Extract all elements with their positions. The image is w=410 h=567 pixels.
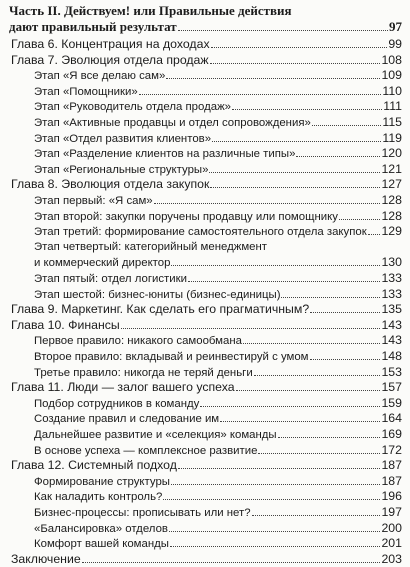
page-number: 99 <box>388 37 402 51</box>
section-title: Второе правило: вкладывай и реинвестируй с умом <box>34 351 309 363</box>
section-title: Этап «Я все делаю сам» <box>34 70 166 83</box>
section-title: Первое правило: никакого самообмана <box>34 335 242 348</box>
page-number: 111 <box>383 99 402 114</box>
page-number: 159 <box>381 395 402 410</box>
page-number: 196 <box>381 489 402 504</box>
section-entry <box>34 504 402 520</box>
dot-leader <box>232 109 382 110</box>
section-title: Этап «Отдел развития клиентов» <box>34 132 212 145</box>
part-page-number: 97 <box>389 19 402 34</box>
chapter-entry <box>11 301 402 317</box>
section-entry <box>34 395 402 411</box>
section-entry <box>34 364 402 380</box>
dot-leader <box>170 546 380 547</box>
chapter-entry <box>11 317 402 333</box>
section-title: Как наладить контроль? <box>34 491 163 504</box>
section-entry <box>34 488 402 504</box>
section-title: Этап «Руководитель отдела продаж» <box>34 101 232 114</box>
section-title: Этап «Помощники» <box>34 85 138 98</box>
dot-leader <box>163 499 380 500</box>
page-number: 143 <box>381 317 402 332</box>
dot-leader <box>171 265 380 266</box>
section-title: Создание правил и следование им <box>34 413 220 426</box>
chapter-title: Глава 11. Люди — залог вашего успеха <box>11 380 235 395</box>
section-entry <box>34 208 402 224</box>
page-number: 119 <box>382 130 402 145</box>
page-number: 143 <box>381 333 402 348</box>
page-number: 135 <box>381 302 402 317</box>
page-number: 201 <box>381 536 402 551</box>
section-entry <box>34 83 402 99</box>
section-entry <box>34 67 402 83</box>
section-entry <box>34 426 402 442</box>
chapter-entry <box>11 379 402 395</box>
section-title: Третье правило: никогда не теряй деньги <box>34 366 253 379</box>
section-title: Комфорт вашей команды <box>34 538 169 551</box>
page-number: 133 <box>381 286 402 301</box>
chapter-entry <box>11 36 402 52</box>
dot-leader <box>178 30 388 31</box>
dot-leader <box>188 281 381 282</box>
part-title-line2: дают правильный результат <box>9 19 177 34</box>
chapter-title: Глава 7. Эволюция отдела продаж <box>11 52 209 67</box>
page-number: 129 <box>381 224 402 239</box>
dot-leader <box>210 187 380 188</box>
chapter-title: Заключение <box>11 551 81 566</box>
dot-leader <box>254 375 381 376</box>
section-entry <box>34 520 402 536</box>
dot-leader <box>258 453 380 454</box>
chapter-title: Глава 8. Эволюция отдела закупок <box>11 177 210 192</box>
dot-leader <box>310 359 381 360</box>
page-number: 148 <box>381 349 402 363</box>
page-number: 157 <box>381 380 402 395</box>
chapter-title: Глава 12. Системный подход <box>11 458 177 473</box>
section-title: Этап второй: закупки поручены продавцу или помощнику <box>34 210 338 223</box>
section-entry <box>34 473 402 489</box>
dot-leader <box>178 468 381 469</box>
dot-leader <box>139 94 382 95</box>
dot-leader <box>209 172 380 173</box>
dot-leader <box>281 297 380 298</box>
page-number: 164 <box>381 411 402 426</box>
section-entry <box>34 114 402 130</box>
page-number: 169 <box>381 427 402 441</box>
part-title-line1: Часть II. Действуем! или Правильные действия <box>9 3 292 18</box>
dot-leader <box>310 312 380 313</box>
dot-leader <box>368 234 381 235</box>
section-entry <box>34 223 402 239</box>
dot-leader <box>210 63 381 64</box>
page-number: 127 <box>381 177 402 192</box>
dot-leader <box>154 203 381 204</box>
chapter-entry <box>11 176 402 192</box>
dot-leader <box>252 515 381 516</box>
section-title: Дальнейшее развитие и «селекция» команды <box>34 429 277 441</box>
page-number: 121 <box>381 161 402 176</box>
section-title: Этап «Региональные структуры» <box>34 163 209 176</box>
page-number: 197 <box>381 505 402 519</box>
page-number: 120 <box>381 146 402 161</box>
chapter-title: Глава 10. Финансы <box>11 317 120 332</box>
section-entry <box>34 286 402 302</box>
section-title: Этап четвертый: категорийный менеджмент <box>34 240 268 253</box>
section-title: Этап первый: «Я сам» <box>34 195 153 207</box>
section-entry <box>34 270 402 286</box>
page-number: 172 <box>381 442 402 457</box>
section-title: Подбор сотрудников в команду <box>34 397 200 410</box>
section-entry <box>34 130 402 146</box>
section-title: «Балансировка» отделов <box>34 522 168 535</box>
dot-leader <box>171 484 381 485</box>
section-title: Этап пятый: отдел логистики <box>34 273 187 285</box>
page-number: 115 <box>382 115 402 129</box>
dot-leader <box>296 156 380 157</box>
section-entry <box>34 535 402 551</box>
page-number: 108 <box>381 52 402 67</box>
dot-leader <box>243 343 380 344</box>
chapter-entry <box>11 52 402 68</box>
section-entry <box>34 145 402 161</box>
section-entry <box>34 161 402 177</box>
section-entry <box>34 442 402 458</box>
dot-leader <box>169 531 381 532</box>
dot-leader <box>166 78 380 79</box>
page-number: 187 <box>381 458 402 473</box>
dot-leader <box>236 390 381 391</box>
chapter-entry <box>11 551 402 567</box>
section-entry <box>34 239 402 255</box>
section-entry <box>34 410 402 426</box>
dot-leader <box>220 421 380 422</box>
dot-leader <box>211 47 388 48</box>
section-entry <box>34 332 402 348</box>
page-number: 153 <box>381 364 402 379</box>
dot-leader <box>82 562 381 563</box>
section-entry <box>34 98 402 114</box>
chapter-title: Глава 9. Маркетинг. Как сделать его прагматичным? <box>11 302 310 317</box>
section-title: Бизнес-процессы: прописывать или нет? <box>34 507 251 519</box>
page-number: 133 <box>381 271 402 285</box>
page-number: 187 <box>381 473 402 488</box>
section-entry <box>34 192 402 208</box>
chapter-title: Глава 6. Концентрация на доходах <box>11 37 210 51</box>
chapter-entry <box>11 457 402 473</box>
page-number: 110 <box>382 83 402 98</box>
section-title: Этап «Активные продавцы и отдел сопровождения» <box>34 117 311 129</box>
section-title: Этап третий: формирование самостоятельного отдела закупок <box>34 226 367 239</box>
section-title: и коммерческий директор <box>34 257 171 270</box>
dot-leader <box>312 125 382 126</box>
section-title: Этап «Разделение клиентов на различные типы» <box>34 148 296 161</box>
page-number: 203 <box>381 551 402 566</box>
dot-leader <box>339 219 381 220</box>
page-number: 130 <box>381 255 402 270</box>
dot-leader <box>278 437 381 438</box>
page-number: 128 <box>381 208 402 223</box>
page-number: 128 <box>381 193 402 207</box>
section-title: Этап шестой: бизнес-юниты (бизнес-единицы) <box>34 288 281 301</box>
dot-leader <box>121 328 381 329</box>
part-entry <box>9 19 402 35</box>
section-title: Формирование структуры <box>34 475 170 488</box>
page-number: 109 <box>381 68 402 83</box>
section-entry <box>34 348 402 364</box>
dot-leader <box>200 406 380 407</box>
page-number: 200 <box>381 520 402 535</box>
section-entry <box>34 254 402 270</box>
dot-leader <box>212 141 381 142</box>
section-title: В основе успеха — комплексное развитие <box>34 444 258 457</box>
